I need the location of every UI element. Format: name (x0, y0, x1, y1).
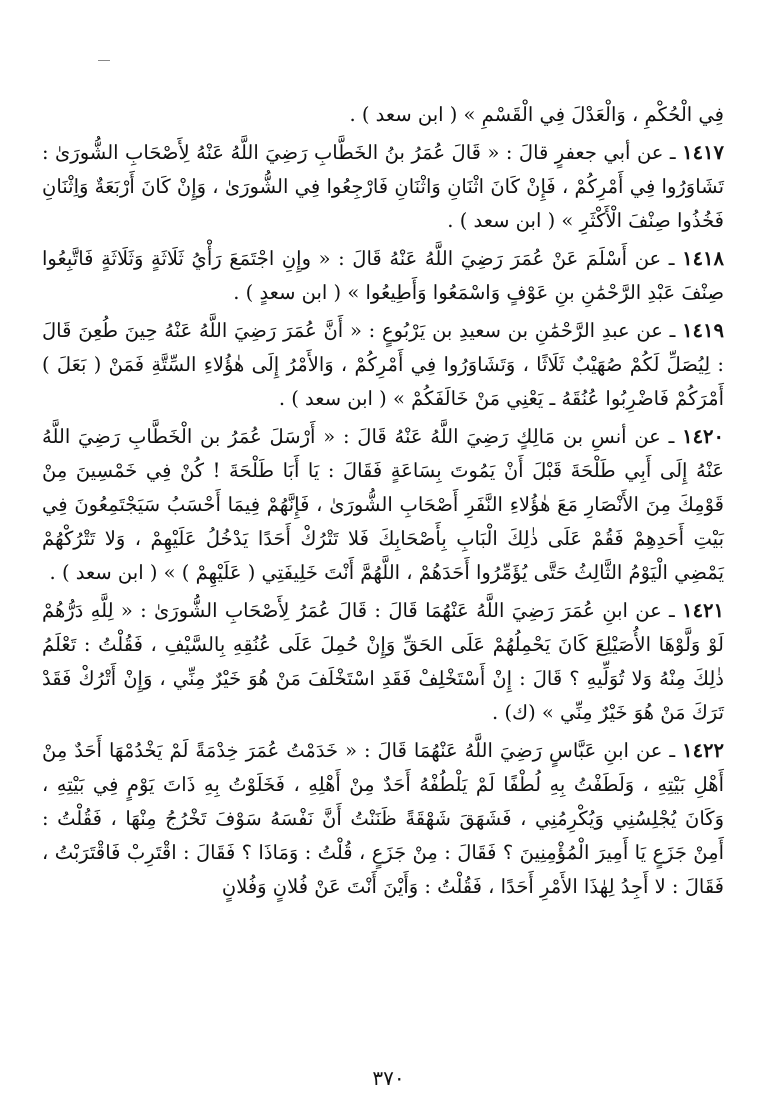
hadith-number: ١٤٢٢ (682, 739, 724, 762)
hadith-1419 (42, 314, 724, 416)
hadith-text: ـ عن أَسْلَمَ عَنْ عُمَرَ رَضِيَ اللَّهُ عَنْهُ قَالَ : « وإِنِ اجْتَمَعَ رَأْيُ ثَلَاثَةٍ وَثَلَاثَةٍ فَاتَّبِعُوا صِنْفَ عَبْدِ الرَّحْمَٰنِ بنِ عَوْفٍ وَاسْمَعُوا وَأَطِيعُوا » (42, 247, 724, 304)
hadith-number: ١٤١٩ (682, 319, 724, 342)
hadith-text: ـ عن عبدِ الرَّحْمَٰنِ بن سعيدِ بن يَرْبُوعٍ : « أَنَّ عُمَرَ رَضِيَ اللَّهُ عَنْهُ حِينَ طُعِنَ قَالَ : لِيُصَلِّ لَكُمْ صُهَيْبٌ ثَلَاثًا ، وَتَشَاوَرُوا فِي أَمْرِكُمْ ، وَالأَمْرُ إِلَى هٰؤُلاءِ السِّتَّةِ فَمَنْ ( بَعَلَ ) أَمْرَكُمْ فَاضْرِبُوا عُنُقَهُ ـ يَعْنِي مَنْ خَالَفَكُمْ » (42, 319, 724, 410)
hadith-number: ١٤١٧ (682, 141, 724, 164)
continuation-text: فِي الْحُكْمِ ، وَالْعَدْلَ فِي الْقَسْمِ » ( ابن سعد ) . (349, 103, 724, 126)
hadith-source: (ك) . (492, 701, 536, 724)
hadith-source: ( ابن سعد ) . (447, 209, 556, 232)
hadith-source: ( ابن سعد ) . (49, 561, 158, 584)
page-body (42, 98, 724, 904)
hadith-text: ـ عن ابنِ عُمَرَ رَضِيَ اللَّهُ عَنْهُمَا قَالَ : قَالَ عُمَرُ لِأَصْحَابِ الشُّورَىٰ : « لِلَّهِ دَرُّهُمْ لَوْ وَلَّوْهَا الأُصَيْلِعَ كَانَ يَحْمِلُهُمْ عَلَى الحَقِّ وَإِنْ حُمِلَ عَلَى عُنُقِهِ بِالسَّيْفِ ، فَقُلْتُ : تَعْلَمُ ذٰلِكَ مِنْهُ وَلا تُوَلِّيهِ ؟ قَالَ : إِنْ أَسْتَخْلِفْ فَقَدِ اسْتَخْلَفَ مَنْ هُوَ خَيْرٌ مِنِّي ، وَإِنْ أَتْرُكْ فَقَدْ تَرَكَ مَنْ هُوَ خَيْرٌ مِنِّي » (42, 599, 724, 724)
hadith-source: ( ابن سعد ) . (278, 387, 387, 410)
hadith-number: ١٤٢٠ (682, 425, 724, 448)
hadith-text: ـ عن أبي جعفرٍ قالَ : « قَالَ عُمَرُ بنُ الخَطَّابِ رَضِيَ اللَّهُ عَنْهُ لِأَصْحَابِ الشُّورَىٰ : تَشَاوَرُوا فِي أَمْرِكُمْ ، فَإِنْ كَانَ اثْنَانِ وَاثْنَانِ فَارْجِعُوا فِي الشُّورَىٰ ، وَإِنْ كَانَ أَرْبَعَةٌ وَاِثْنَانِ فَخُذُوا صِنْفَ الْأَكْثَرِ » (42, 141, 724, 232)
hadith-1418 (42, 242, 724, 310)
hadith-1421 (42, 594, 724, 730)
hadith-number: ١٤١٨ (682, 247, 724, 270)
page-number: ٣٧٠ (372, 1066, 405, 1090)
hadith-1422 (42, 734, 724, 904)
hadith-1417 (42, 136, 724, 238)
hadith-text: ـ عن أنسِ بن مَالِكٍ رَضِيَ اللَّهُ عَنْهُ قَالَ : « أَرْسَلَ عُمَرُ بن الْخَطَّابِ رَضِيَ اللَّهُ عَنْهُ إِلَى أَبِي طَلْحَةَ قَبْلَ أَنْ يَمُوتَ بِسَاعَةٍ فَقَالَ : يَا أَبَا طَلْحَةَ ! كُنْ فِي خَمْسِينَ مِنْ قَوْمِكَ مِنَ الأَنْصَارِ مَعَ هٰؤُلاءِ النَّفَرِ أَصْحَابِ الشُّورَىٰ ، فَإِنَّهُمْ فِيمَا أَحْسَبُ سَيَجْتَمِعُونَ فِي بَيْتِ أَحَدِهِمْ فَقُمْ عَلَى ذٰلِكَ الْبَابِ بِأَصْحَابِكَ فَلا تَتْرُكْ أَحَدًا يَدْخُلُ عَلَيْهِمْ ، وَلا تَتْرُكْهُمْ يَمْضِي الْيَوْمُ الثَّالِثُ حَتَّى يُؤَمِّرُوا أَحَدَهُمْ ، اللَّهُمَّ أَنْتَ خَلِيفَتِي ( عَلَيْهِمْ ) » (42, 425, 724, 584)
hadith-number: ١٤٢١ (682, 599, 724, 622)
scan-mark (98, 60, 110, 61)
hadith-1420 (42, 420, 724, 590)
hadith-source: ( ابن سعدٍ ) . (233, 281, 342, 304)
hadith-text: ـ عن ابنِ عَبَّاسٍ رَضِيَ اللَّهُ عَنْهُمَا قَالَ : « خَدَمْتُ عُمَرَ خِدْمَةً لَمْ يَخْدُمْهَا أَحَدٌ مِنْ أَهْلِ بَيْتِهِ ، وَلَطَفْتُ بِهِ لُطْفًا لَمْ يَلْطُفْهُ أَحَدٌ مِنْ أَهْلِهِ ، فَخَلَوْتُ بِهِ ذَاتَ يَوْمٍ فِي بَيْتِهِ ، وَكَانَ يُجْلِسُنِي وَيُكْرِمُنِي ، فَشَهَقَ شَهْقَةً ظَنَنْتُ أَنَّ نَفْسَهُ سَوْفَ تَخْرُجُ مِنْهَا ، فَقُلْتُ : أَمِنْ جَزَعٍ يَا أَمِيرَ الْمُؤْمِنِينَ ؟ فَقَالَ : مِنْ جَزَعٍ ، قُلْتُ : وَمَاذَا ؟ فَقَالَ : اقْتَرِبْ فَاقْتَرَبْتُ ، فَقَالَ : لا أَجِدُ لِهٰذَا الأَمْرِ أَحَدًا ، فَقُلْتُ : وَأَيْنَ أَنْتَ عَنْ فُلانٍ وَفُلانٍ (42, 739, 724, 898)
